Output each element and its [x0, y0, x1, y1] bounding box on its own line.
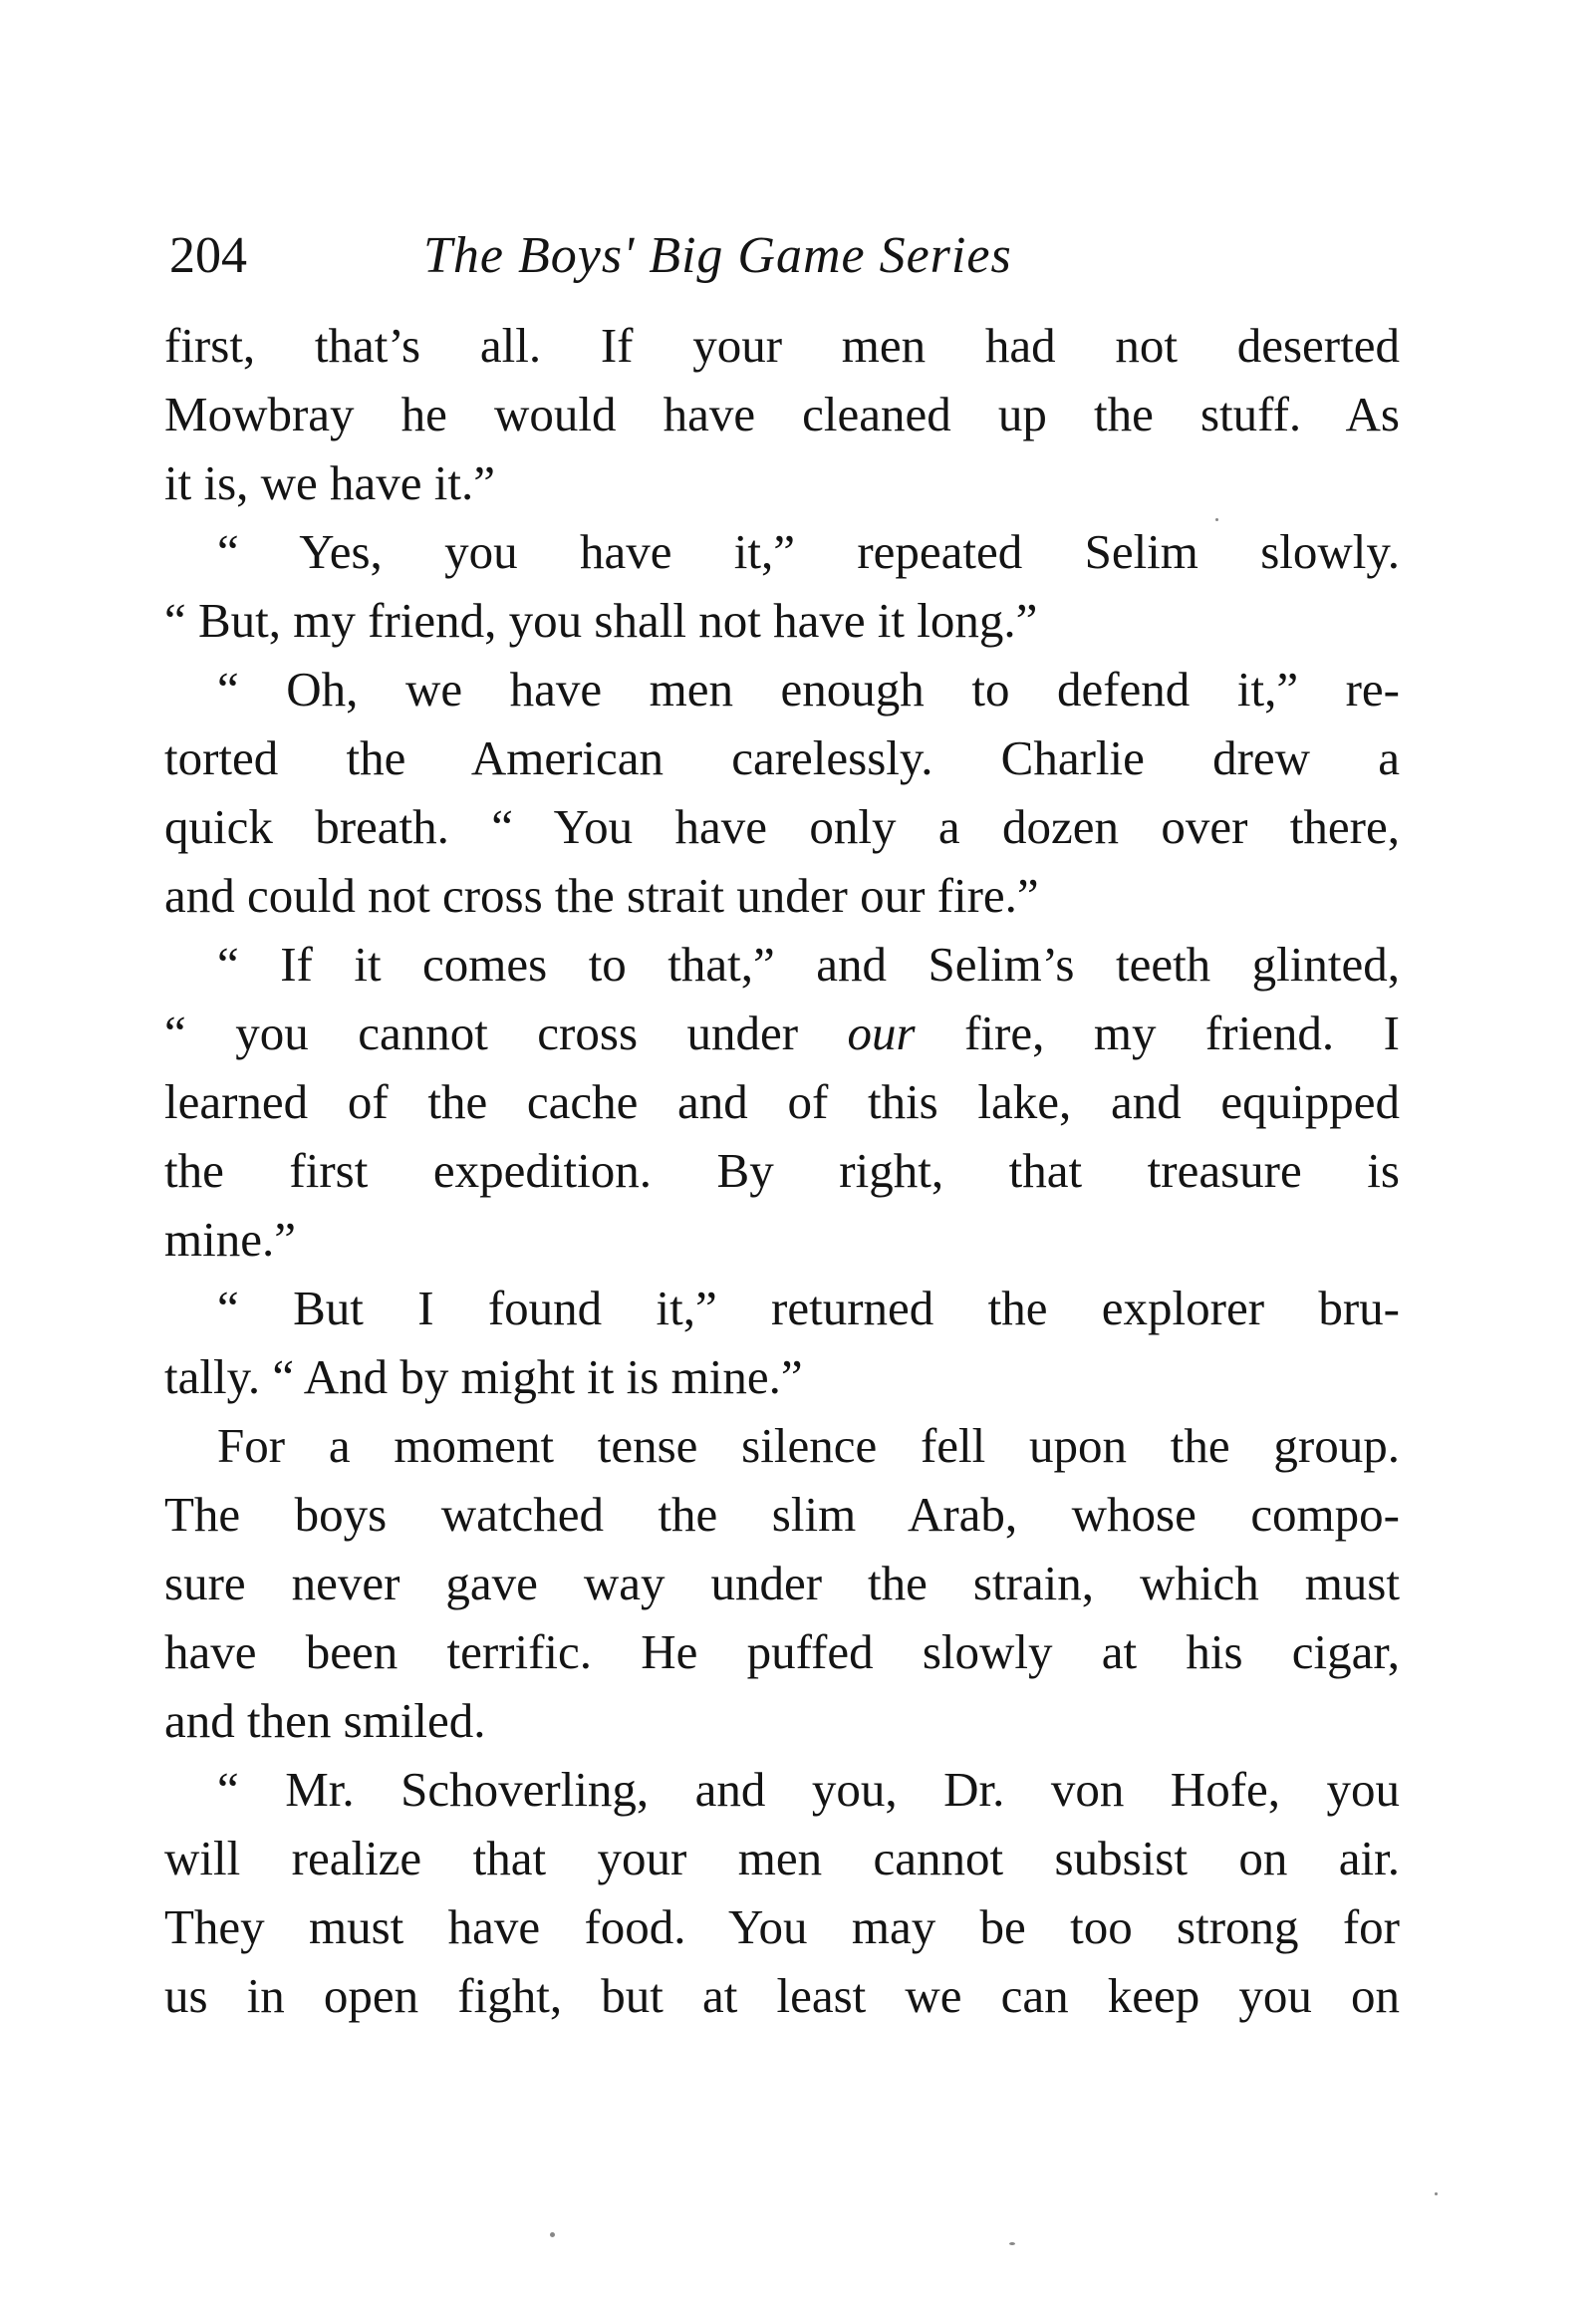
text-line: and could not cross the strait under our fire.” — [164, 868, 1039, 923]
text-line: learned of the cache and of this lake, and equipped — [164, 1074, 1400, 1129]
text-segment: fire, my friend. I — [915, 1006, 1400, 1060]
text-line-with-emphasis — [164, 999, 1400, 1067]
scan-speck — [1435, 2192, 1438, 2195]
text-line: have been terrific. He puffed slowly at his cigar, — [164, 1624, 1400, 1679]
text-line: will realize that your men cannot subsist on air. — [164, 1831, 1400, 1885]
text-line: The boys watched the slim Arab, whose compo- — [164, 1487, 1400, 1542]
text-line: sure never gave way under the strain, which must — [164, 1556, 1400, 1610]
scan-speck — [1009, 2242, 1015, 2245]
text-line: “ If it comes to that,” and Selim’s teeth glinted, — [217, 937, 1400, 992]
text-line: it is, we have it.” — [164, 455, 496, 510]
text-line: first, that’s all. If your men had not deserted — [164, 318, 1400, 373]
text-line: the first expedition. By right, that treasure is — [164, 1143, 1400, 1198]
text-line: torted the American carelessly. Charlie drew a — [164, 730, 1400, 785]
text-line: “ Yes, you have it,” repeated Selim slowly. — [217, 524, 1400, 579]
text-line: tally. “ And by might it is mine.” — [164, 1349, 803, 1404]
text-line: For a moment tense silence fell upon the group. — [217, 1418, 1400, 1473]
text-line: “ But I found it,” returned the explorer bru- — [217, 1281, 1400, 1335]
page-header — [169, 221, 1395, 291]
page-number: 204 — [169, 227, 247, 284]
text-line: mine.” — [164, 1212, 296, 1267]
body-text — [164, 311, 1400, 2030]
text-line: “ Mr. Schoverling, and you, Dr. von Hofe, you — [217, 1762, 1400, 1817]
text-line: us in open fight, but at least we can keep you on — [164, 1968, 1400, 2023]
text-segment: “ you cannot cross under — [164, 1006, 848, 1060]
running-title: The Boys' Big Game Series — [423, 227, 1012, 284]
scan-speck — [1215, 518, 1218, 521]
scan-speck — [550, 2232, 555, 2237]
emphasized-word: our — [847, 1006, 916, 1060]
text-line: They must have food. You may be too strong for — [164, 1899, 1400, 1954]
text-line: Mowbray he would have cleaned up the stuff. As — [164, 387, 1400, 441]
text-line: quick breath. “ You have only a dozen over there, — [164, 799, 1400, 854]
text-line: “ But, my friend, you shall not have it long.” — [164, 593, 1038, 648]
text-line: “ Oh, we have men enough to defend it,” re- — [217, 662, 1400, 717]
text-line: and then smiled. — [164, 1693, 486, 1748]
